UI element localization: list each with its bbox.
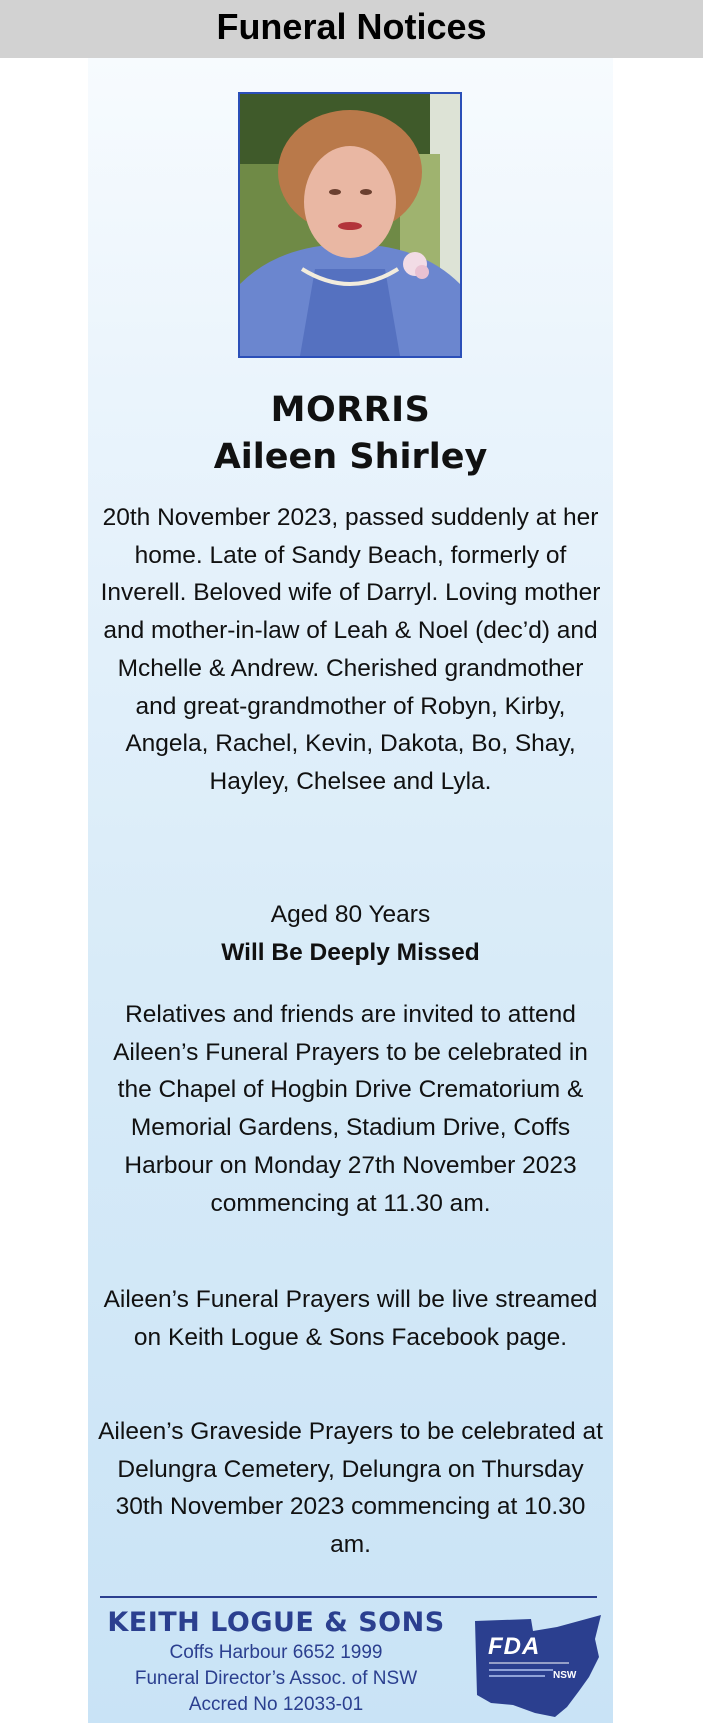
section-header <box>0 0 703 58</box>
section-title: Funeral Notices <box>216 6 487 47</box>
fda-nsw-logo-icon <box>473 1613 603 1721</box>
firm-name: KEITH LOGUE & SONS <box>107 1607 445 1638</box>
age-text: Aged 80 Years <box>270 901 431 928</box>
firm-association: Funeral Director’s Assoc. of NSW <box>134 1668 418 1689</box>
given-names: Aileen Shirley <box>213 437 488 477</box>
tribute-text: Will Be Deeply Missed <box>221 939 480 966</box>
firm-phone: Coffs Harbour 6652 1999 <box>169 1642 383 1663</box>
fda-logo-text: FDA <box>488 1633 541 1660</box>
funeral-prayers-text: Relatives and friends are invited to attend Aileen’s Funeral Prayers to be celebrated in the Chapel of Hogbin Drive Crematorium & Memorial Gardens, Stadium Drive, Coffs Harbour on Monday 27th November 2023 commencing at 11.30 am. <box>113 1001 588 1217</box>
graveside-text: Aileen’s Graveside Prayers to be celebrated at Delungra Cemetery, Delungra on Thursday 30th November 2023 commencing at 10.30 am. <box>98 1418 603 1559</box>
portrait-photo <box>238 92 462 358</box>
surname: MORRIS <box>270 390 431 430</box>
death-notice-text: 20th November 2023, passed suddenly at her home. Late of Sandy Beach, formerly of Inverell. Beloved wife of Darryl. Loving mother and mother-in-law of Leah & Noel (dec’d) and Mchelle & Andrew. Cherished grandmother and great-grandmother of Robyn, Kirby, Angela, Rachel, Kevin, Dakota, Bo, Shay, Hayley, Chelsee and Lyla. <box>100 504 601 795</box>
fda-logo-state: NSW <box>553 1670 577 1681</box>
firm-accreditation: Accred No 12033-01 <box>188 1694 364 1715</box>
livestream-text: Aileen’s Funeral Prayers will be live streamed on Keith Logue & Sons Facebook page. <box>103 1286 598 1351</box>
footer-divider <box>100 1596 597 1598</box>
